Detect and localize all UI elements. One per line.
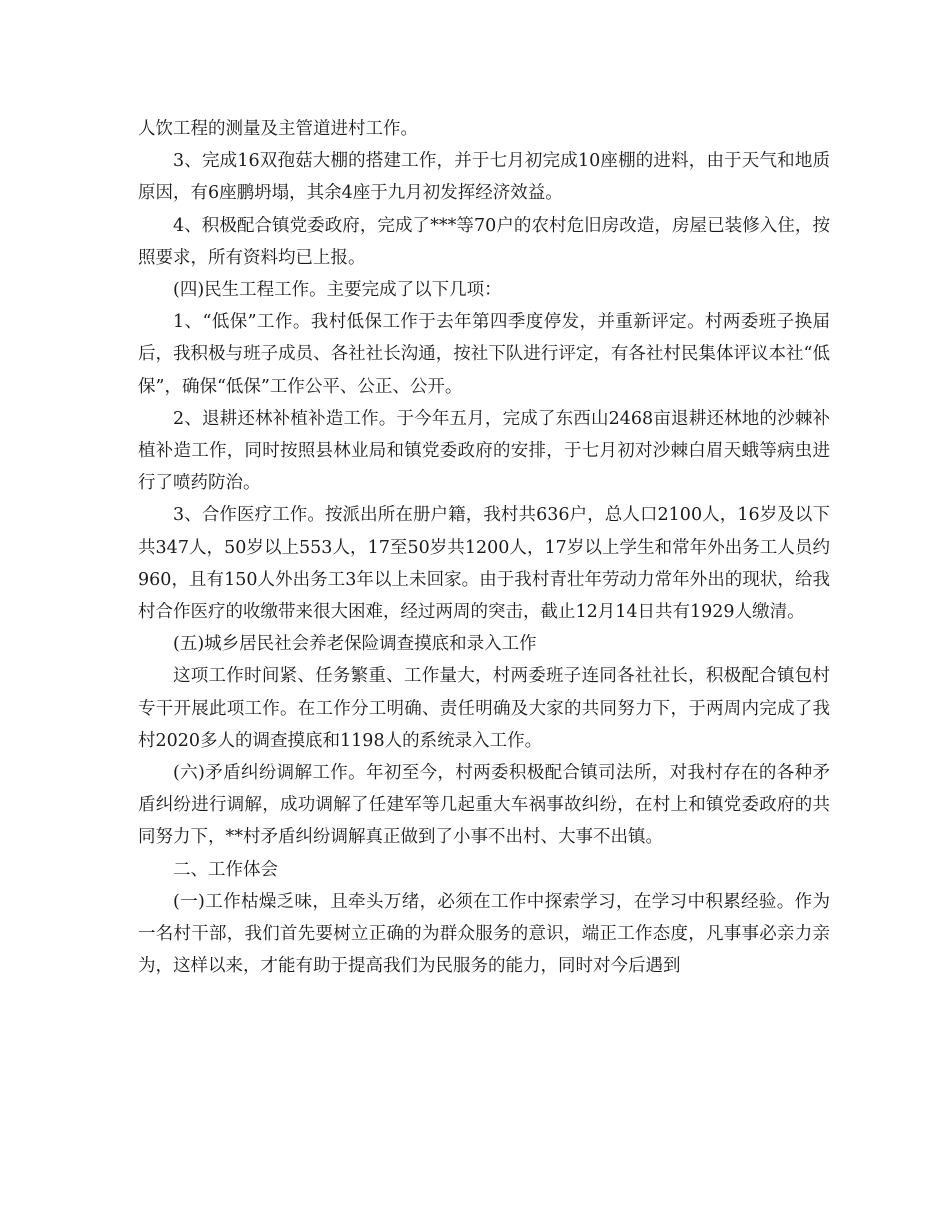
paragraph-continuation: 人饮工程的测量及主管道进村工作。 bbox=[138, 119, 418, 139]
paragraph-cooperative-medical: 3、合作医疗工作。按派出所在册户籍，我村共636户，总人口2100人，16岁及以下共347人，50岁以上553人，17至50岁共1200人，17岁以上学生和常年外出务工人员约960，且有150人外出务工3年以上未回家。由于我村青壮年劳动力常年外出的现状，给我村合作医疗的收缴带来很大困难，经过两周的突击，截止12月14日共有1929人缴清。 bbox=[138, 505, 830, 623]
paragraph-dispute-mediation: (六)矛盾纠纷调解工作。年初至今，村两委积极配合镇司法所，对我村存在的各种矛盾纠纷进行调解，成功调解了任建军等几起重大车祸事故纠纷，在村上和镇党委政府的共同努力下，**村矛盾纠纷调解真正做到了小事不出村、大事不出镇。 bbox=[138, 763, 830, 848]
document-body bbox=[138, 113, 830, 982]
paragraph-reforestation: 2、退耕还林补植补造工作。于今年五月，完成了东西山2468亩退耕还林地的沙棘补植补造工作，同时按照县林业局和镇党委政府的安排，于七月初对沙棘白眉天蛾等病虫进行了喷药防治。 bbox=[138, 408, 830, 494]
paragraph-mushroom-greenhouse: 3、完成16双孢菇大棚的搭建工作，并于七月初完成10座棚的进料，由于天气和地质原因，有6座鹏坍塌，其余4座于九月初发挥经济效益。 bbox=[138, 151, 830, 204]
paragraph-housing-renovation: 4、积极配合镇党委政府，完成了***等70户的农村危旧房改造，房屋已装修入住，按照要求，所有资料均已上报。 bbox=[138, 215, 830, 268]
section-heading-livelihood: (四)民生工程工作。主要完成了以下几项： bbox=[173, 280, 502, 301]
section-heading-pension-survey: (五)城乡居民社会养老保险调查摸底和录入工作 bbox=[173, 634, 537, 655]
section-heading-experience: 二、工作体会 bbox=[173, 859, 278, 880]
paragraph-pension-survey: 这项工作时间紧、任务繁重、工作量大，村两委班子连同各社社长，积极配合镇包村专干开展此项工作。在工作分工明确、责任明确及大家的共同努力下，于两周内完成了我村2020多人的调查摸底和1198人的系统录入工作。 bbox=[138, 666, 830, 751]
paragraph-experience-one: (一)工作枯燥乏味，且牵头万绪，必须在工作中探索学习，在学习中积累经验。作为一名村干部，我们首先要树立正确的为群众服务的意识，端正工作态度，凡事事必亲力亲为，这样以来，才能有助于提高我们为民服务的能力，同时对今后遇到 bbox=[138, 891, 830, 977]
paragraph-low-income-support: 1、“低保”工作。我村低保工作于去年第四季度停发，并重新评定。村两委班子换届后，我积极与班子成员、各社社长沟通，按社下队进行评定，有各社村民集体评议本社“低保”，确保“低保”工作公平、公正、公开。 bbox=[138, 312, 830, 397]
